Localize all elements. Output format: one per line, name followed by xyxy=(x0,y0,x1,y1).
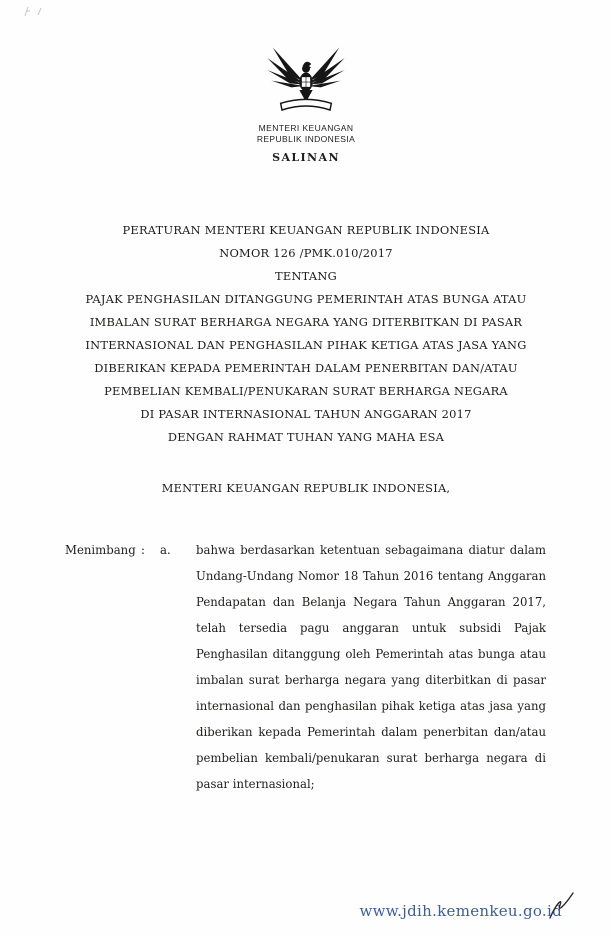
salinan-label: SALINAN xyxy=(272,151,340,164)
subject-line: PEMBELIAN KEMBALI/PENUKARAN SURAT BERHARGA NEGARA xyxy=(104,384,508,398)
republic-name: REPUBLIK INDONESIA xyxy=(256,133,356,144)
menimbang-colon: : xyxy=(141,543,145,557)
letterhead xyxy=(0,123,612,144)
authority-line: MENTERI KEUANGAN REPUBLIK INDONESIA, xyxy=(161,481,451,495)
regulation-heading: PERATURAN MENTERI KEUANGAN REPUBLIK INDONESIA xyxy=(122,223,490,237)
item-a-marker: a. xyxy=(160,543,171,557)
regulation-title-block xyxy=(38,219,574,426)
subject-line: DI PASAR INTERNASIONAL TAHUN ANGGARAN 2017 xyxy=(140,407,472,421)
subject-line: PAJAK PENGHASILAN DITANGGUNG PEMERINTAH ATAS BUNGA ATAU xyxy=(85,292,527,306)
regulation-number: NOMOR 126 /PMK.010/2017 xyxy=(219,246,393,260)
subject-line: DIBERIKAN KEPADA PEMERINTAH DALAM PENERBITAN DAN/ATAU xyxy=(94,361,518,375)
item-a-text: bahwa berdasarkan ketentuan sebagaimana diatur dalam Undang-Undang Nomor 18 Tahun 2016 tentang Anggaran Pendapatan dan Belanja Negara Tahun Anggaran 2017, telah tersedia pagu anggaran untuk subsidi Pajak Penghasilan ditanggung oleh Pemerintah atas bunga atau imbalan surat berharga negara yang diterbitkan di pasar internasional dan penghasilan pihak ketiga atas jasa yang diberikan kepada Pemerintah dalam penerbitan dan/atau pembelian kembali/penukaran surat berharga negara di pasar internasional; xyxy=(196,543,546,791)
signature-mark-icon xyxy=(546,892,576,922)
tentang-label: TENTANG xyxy=(275,269,337,283)
subject-line: INTERNASIONAL DAN PENGHASILAN PIHAK KETIGA ATAS JASA YANG xyxy=(85,338,527,352)
subject-line: IMBALAN SURAT BERHARGA NEGARA YANG DITERBITKAN DI PASAR xyxy=(89,315,523,329)
invocation-line: DENGAN RAHMAT TUHAN YANG MAHA ESA xyxy=(167,430,445,444)
scan-pen-marks-icon xyxy=(22,5,48,19)
menimbang-label: Menimbang xyxy=(65,543,136,557)
considerans-section xyxy=(65,537,546,797)
footer xyxy=(359,902,562,920)
garuda-emblem-icon xyxy=(266,36,346,120)
ministry-name: MENTERI KEUANGAN xyxy=(258,123,354,133)
jdih-url: www.jdih.kemenkeu.go.id xyxy=(359,902,562,920)
